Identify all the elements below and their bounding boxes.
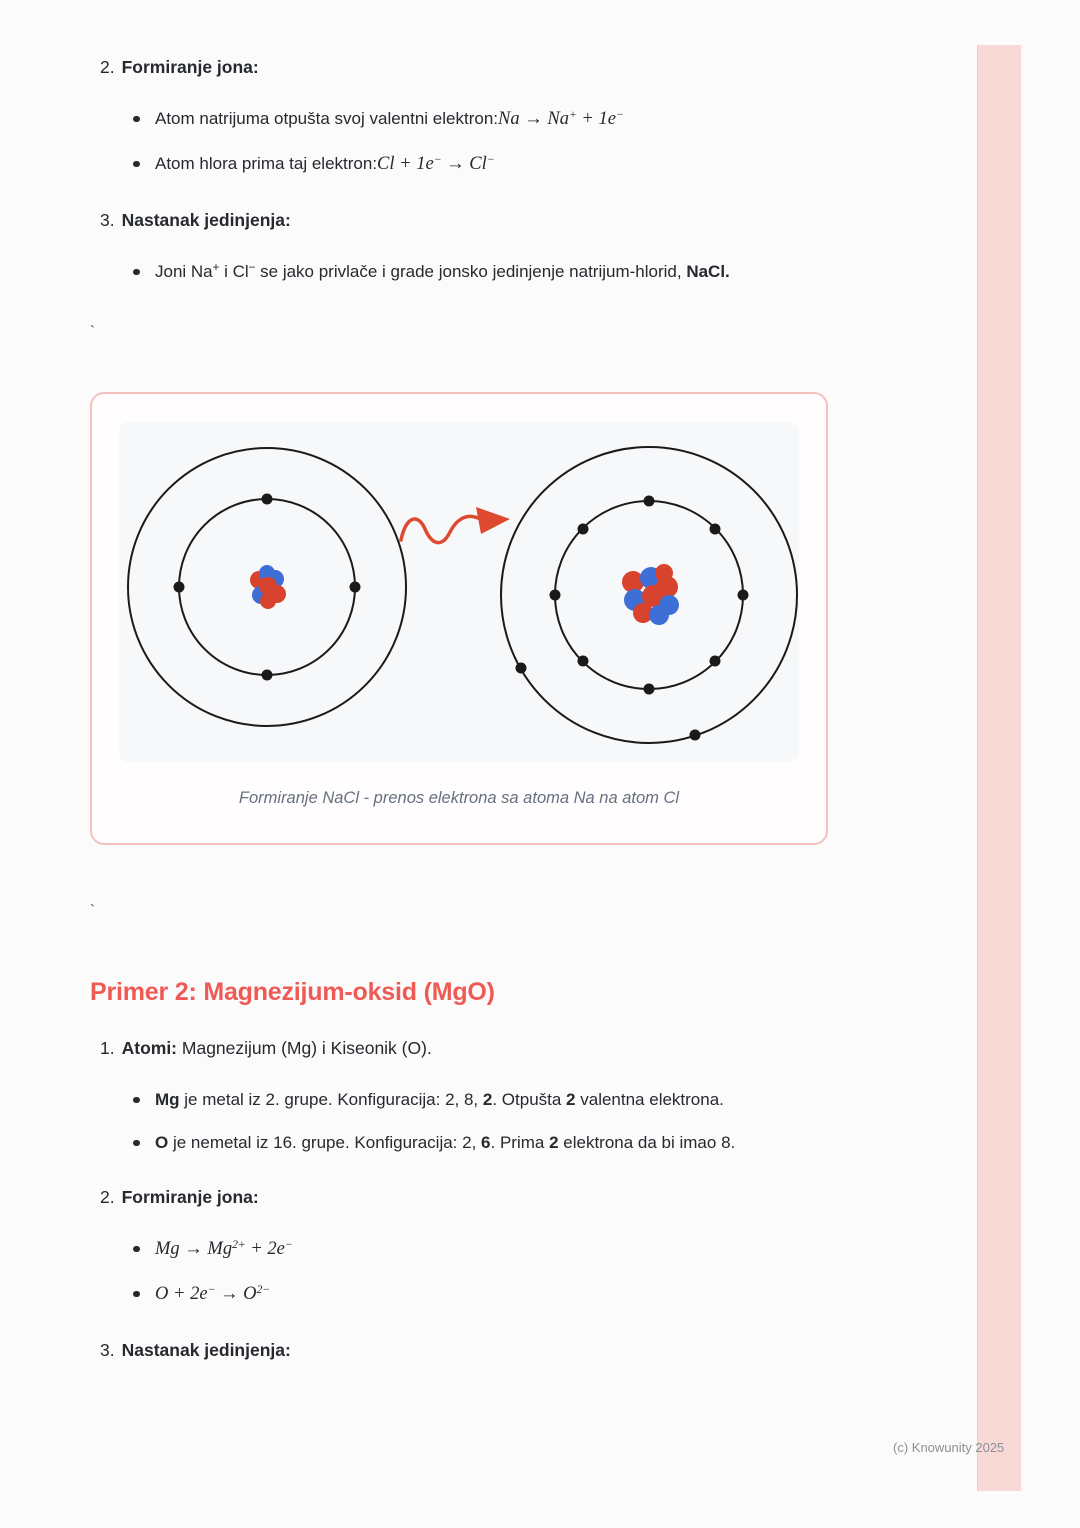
chlorine-nucleus-icon <box>622 564 679 625</box>
step-heading-nastanak-jedinjenja <box>100 207 880 234</box>
step-number: 3. <box>100 210 115 230</box>
bullet-text: O je nemetal iz 16. grupe. Konfiguracija: 2, 6. Prima 2 elektrona da bi imao 8. <box>155 1133 736 1152</box>
bullet-icon <box>133 1231 155 1268</box>
list-item <box>133 1082 880 1117</box>
atom-diagram-panel <box>119 422 799 762</box>
sodium-atom <box>128 448 406 726</box>
bullet-icon <box>133 146 155 183</box>
list-item <box>133 101 880 138</box>
bullet-icon <box>133 254 155 292</box>
bullet-text: Mg je metal iz 2. grupe. Konfiguracija: 2, 8, 2. Otpušta 2 valentna elektrona. <box>155 1090 724 1109</box>
electron-transfer-arrow-icon <box>401 507 510 543</box>
step-number: 2. <box>100 57 115 77</box>
step-title: Formiranje jona: <box>121 57 259 77</box>
chlorine-atom <box>501 447 797 743</box>
bullet-list <box>133 1231 880 1313</box>
stray-backtick: ` <box>90 323 95 340</box>
step-number: 1. <box>100 1038 115 1058</box>
list-item <box>133 1276 880 1313</box>
list-item <box>133 1231 880 1268</box>
bullet-icon <box>133 1276 155 1313</box>
figure-caption: Formiranje NaCl - prenos elektrona sa atoma Na na atom Cl <box>238 789 680 807</box>
bullet-text: $Mg \to Mg^{2+} + 2e^-$ <box>155 1237 293 1259</box>
nacl-formation-diagram <box>119 422 799 762</box>
figure-card <box>90 392 828 845</box>
step-heading-atomi <box>100 1035 880 1062</box>
bullet-text: Atom hlora prima taj elektron:Cl + 1e− → Cl− <box>155 152 495 174</box>
bullet-list <box>133 254 880 292</box>
stray-backtick: ` <box>90 902 95 919</box>
step-heading-formiranje-jona-mgo <box>100 1184 880 1211</box>
bullet-list <box>133 101 880 183</box>
list-item <box>133 254 880 292</box>
bullet-text: Joni Na+ i Cl− se jako privlače i grade jonsko jedinjenje natrijum-hlorid, NaCl. <box>155 261 730 281</box>
bullet-text: $O + 2e^- \to O^{2-}$ <box>155 1282 271 1304</box>
bullet-text: Atom natrijuma otpušta svoj valentni elektron:Na → Na+ + 1e− <box>155 107 624 129</box>
watermark: (c) Knowunity 2025 <box>893 1440 1005 1455</box>
step-heading-formiranje-jona <box>100 54 880 81</box>
margin-highlight-stripe <box>977 45 1021 1491</box>
step-title: Formiranje jona: <box>121 1187 259 1207</box>
step-title: Nastanak jedinjenja: <box>121 1340 291 1360</box>
step-heading-nastanak-jedinjenja-mgo <box>100 1337 880 1364</box>
step-title: Nastanak jedinjenja: <box>121 210 291 230</box>
bullet-icon <box>133 101 155 138</box>
step-number: 2. <box>100 1187 115 1207</box>
bullet-icon <box>133 1082 155 1117</box>
list-item <box>133 1125 880 1160</box>
section-heading-primer-2: Primer 2: Magnezijum-oksid (MgO) <box>90 978 495 1006</box>
sodium-nucleus-icon <box>250 565 286 609</box>
bullet-list <box>133 1082 880 1160</box>
list-item <box>133 146 880 183</box>
step-title: Atomi: Magnezijum (Mg) i Kiseonik (O). <box>121 1038 432 1058</box>
bullet-icon <box>133 1125 155 1160</box>
step-number: 3. <box>100 1340 115 1360</box>
